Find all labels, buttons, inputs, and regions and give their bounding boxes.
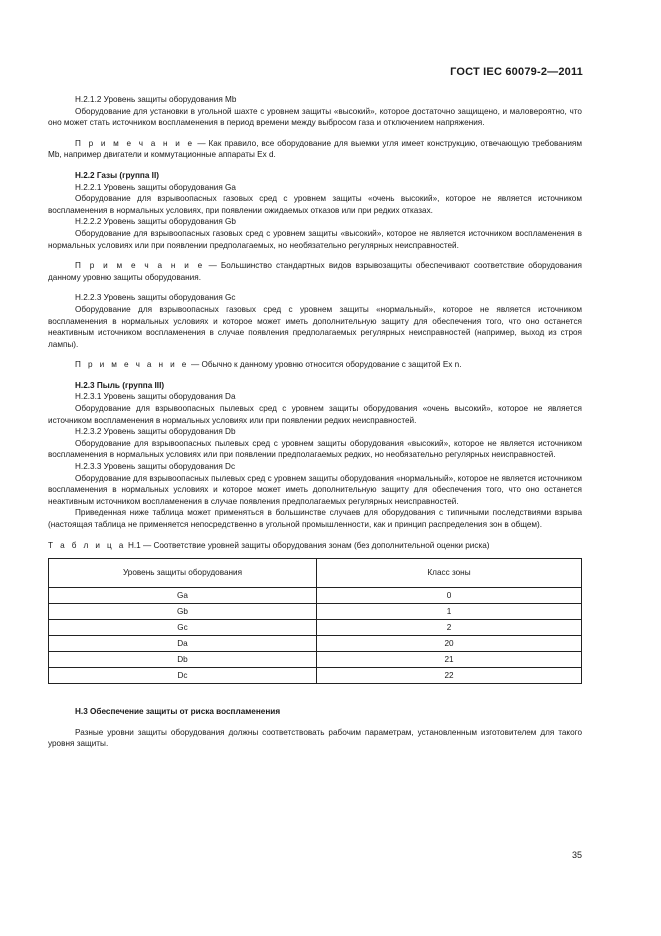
section-heading: H.3 Обеспечение защиты от риска воспламенения [75, 707, 281, 717]
table-row [49, 652, 582, 668]
paragraph: Оборудование для взрывоопасных газовых сред с уровнем защиты «очень высокий», которое не является источником воспламенения в нормальных условиях, при появлении ожидаемых отказов или при редких отказах. [48, 194, 582, 215]
note [48, 138, 582, 161]
table-row [49, 604, 582, 620]
note-label: П р и м е ч а н и е [75, 360, 189, 370]
table-cell: 2 [317, 620, 582, 636]
table-cell: Db [49, 652, 317, 668]
section-heading: H.2.2 Газы (группа II) [75, 170, 159, 180]
table-header-cell: Уровень защиты оборудования [49, 559, 317, 588]
table-header-cell: Класс зоны [317, 559, 582, 588]
note [48, 260, 582, 283]
table-row [49, 636, 582, 652]
table-caption [48, 540, 582, 552]
paragraph: Оборудование для взрывоопасных газовых сред с уровнем защиты «высокий», которое не является источником воспламенения в нормальных условиях или при появлении предполагаемых, но необязательно регулярных неисправностей. [48, 228, 582, 250]
section-heading: H.2.3 Пыль (группа III) [75, 380, 165, 390]
table-cell: 0 [317, 588, 582, 604]
note [48, 359, 582, 371]
body-text [48, 94, 582, 750]
page-number: 35 [571, 850, 582, 860]
note-label: П р и м е ч а н и е [75, 261, 205, 271]
table-cell: 22 [317, 668, 582, 684]
zone-table [48, 558, 582, 684]
paragraph: Оборудование для взрывоопасных газовых сред с уровнем защиты «нормальный», которое не является источником воспламенения в нормальных условиях и которое может иметь дополнительную защиту для обеспечения того, что оно останется неактивным источником воспламенения в случае появления предполагаемых регулярных неисправностей (например, выход из строя лампы). [48, 304, 582, 349]
note-text: — Обычно к данному уровню относится оборудование с защитой Ex n. [188, 360, 462, 370]
note-text: — Большинство стандартных видов взрывозащиты обеспечивают соответствие оборудования данному уровню защиты оборудования. [48, 261, 582, 282]
table-cell: Gc [49, 620, 317, 636]
table-caption-label: Т а б л и ц а [48, 540, 126, 550]
table-row [49, 620, 582, 636]
subsection-heading: H.2.2.1 Уровень защиты оборудования Ga [75, 182, 236, 192]
table-cell: Gb [49, 604, 317, 620]
paragraph: Оборудование для взрывоопасных пылевых сред с уровнем защиты оборудования «высокий», которое не является источником воспламенения в нормальных условиях или при появлении предполагаемых редких, но необязательно регулярных неисправностей. [48, 438, 582, 460]
table-row [49, 668, 582, 684]
paragraph: Разные уровни защиты оборудования должны соответствовать рабочим параметрам, установленным изготовителем для такого уровня защиты. [48, 727, 582, 749]
paragraph: Приведенная ниже таблица может применяться в большинстве случаев для оборудования с типичными последствиями взрыва (настоящая таблица не применяется непосредственно в угольной промышленности, как и принцип распределения зон в общем). [48, 508, 582, 529]
subsection-heading: H.2.2.2 Уровень защиты оборудования Gb [75, 217, 236, 227]
table-row [49, 588, 582, 604]
subsection-heading: H.2.1.2 Уровень защиты оборудования Mb [75, 95, 237, 104]
subsection-heading: H.2.3.2 Уровень защиты оборудования Db [75, 427, 236, 437]
subsection-heading: H.2.2.3 Уровень защиты оборудования Gc [75, 293, 236, 303]
table-header-row [49, 559, 582, 588]
paragraph: Оборудование для установки в угольной шахте с уровнем защиты «высокий», которое достаточно защищено, и маловероятно, что оно может стать источником воспламенения в период времени между выбросом газа и отключением напряжения. [48, 106, 582, 128]
paragraph: Оборудование для взрывоопасных пылевых сред с уровнем защиты оборудования «очень высокий», которое не является источником воспламенения в нормальных условиях или при появлении редких неисправностей. [48, 404, 582, 425]
table-cell: Ga [49, 588, 317, 604]
note-label: П р и м е ч а н и е [75, 138, 195, 148]
subsection-heading: H.2.3.3 Уровень защиты оборудования Dc [75, 462, 236, 472]
table-cell: 1 [317, 604, 582, 620]
standard-code: ГОСТ IEC 60079-2—2011 [450, 66, 583, 78]
table-caption-text: H.1 — Соответствие уровней защиты оборудования зонам (без дополнительной оценки риска) [125, 540, 490, 550]
note-text: — Как правило, все оборудование для выемки угля имеет конструкцию, отвечающую требованиям Mb, например двигатели и коммутационные аппараты Ex d. [48, 138, 582, 160]
paragraph: Оборудование для взрывоопасных пылевых сред с уровнем защиты оборудования «нормальный», которое не является источником воспламенения в нормальных условиях и которое может иметь дополнительную защиту для обеспечения того, что оно останется неактивным источником воспламенения в случае появления предполагаемых регулярных неисправностей. [48, 473, 582, 506]
table-cell: Dc [49, 668, 317, 684]
table-cell: 20 [317, 636, 582, 652]
subsection-heading: H.2.3.1 Уровень защиты оборудования Da [75, 392, 236, 402]
table-cell: 21 [317, 652, 582, 668]
table-cell: Da [49, 636, 317, 652]
